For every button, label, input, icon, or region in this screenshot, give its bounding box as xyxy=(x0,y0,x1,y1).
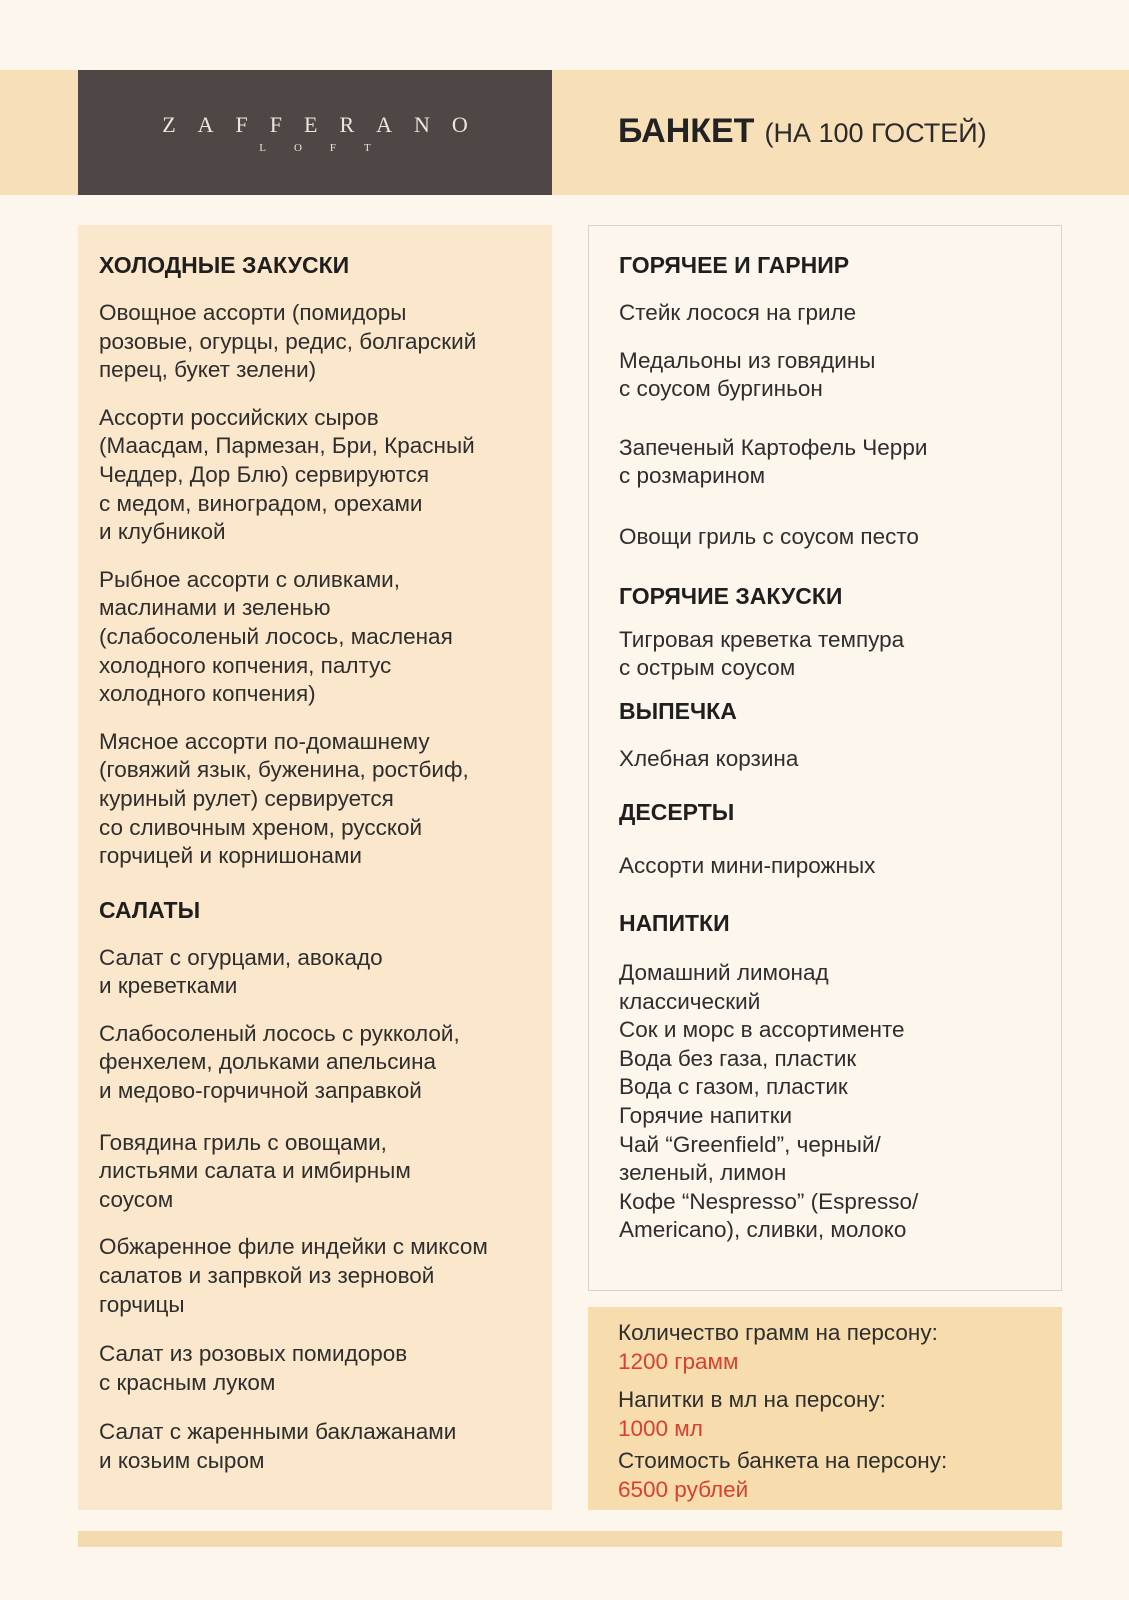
weight-value: 1200 грамм xyxy=(618,1348,739,1374)
menu-item: Мясное ассорти по-домашнему (говяжий язык, буженина, ростбиф, куриный рулет) сервируется со сливочным хреном, русской горчицей и корнишонами xyxy=(99,728,469,869)
page-title xyxy=(618,112,987,156)
logo xyxy=(78,70,552,195)
drinks-volume-value: 1000 мл xyxy=(618,1415,703,1441)
menu-item: Ассорти мини-пирожных xyxy=(619,853,876,879)
menu-item: Салат из розовых помидоров с красным луком xyxy=(99,1341,408,1395)
menu-item: Салат с огурцами, авокадо и креветками xyxy=(99,944,383,999)
menu-item: Говядина гриль с овощами, листьями салата и имбирным соусом xyxy=(99,1129,411,1212)
menu-item: Овощи гриль с соусом песто xyxy=(619,523,919,549)
menu-item: Хлебная корзина xyxy=(619,745,799,771)
summary-box xyxy=(588,1307,1062,1510)
drinks-list: Домашний лимонад классический Сок и морс в ассортименте Вода без газа, пластик Вода с газом, пластик Горячие напитки Чай “Greenfield”, черный/ зеленый, лимон Кофе “Nespresso” (Espresso/ Americano), сливки, молоко xyxy=(619,959,919,1243)
menu-item: Запеченый Картофель Черри с розмарином xyxy=(619,434,928,489)
title-subtitle: (НА 100 ГОСТЕЙ) xyxy=(764,118,987,148)
right-menu-column xyxy=(588,225,1062,1291)
logo-sub-text: LOFT xyxy=(259,141,399,154)
menu-item: Тигровая креветка темпура с острым соусом xyxy=(619,626,905,681)
menu-item: Стейк лосося на гриле xyxy=(619,300,857,325)
title-main: БАНКЕТ xyxy=(618,112,755,150)
menu-item: Слабосоленый лосось с рукколой, фенхелем, дольками апельсина и медово-горчичной заправкой xyxy=(99,1020,460,1104)
menu-item: Медальоны из говядины с соусом бургиньон xyxy=(619,347,876,402)
section-title-drinks: НАПИТКИ xyxy=(619,909,730,936)
drinks-volume-label: Напитки в мл на персону: xyxy=(618,1387,886,1413)
menu-item: Салат с жаренными баклажанами и козьим сыром xyxy=(99,1419,457,1473)
section-title-desserts: ДЕСЕРТЫ xyxy=(619,799,735,826)
section-title-hot-snacks: ГОРЯЧИЕ ЗАКУСКИ xyxy=(619,582,843,609)
section-title-bakery: ВЫПЕЧКА xyxy=(619,697,737,724)
section-title-hot: ГОРЯЧЕЕ И ГАРНИР xyxy=(619,252,850,278)
menu-item: Рыбное ассорти с оливками, маслинами и зеленью (слабосоленый лосось, масленая холодного копчения, палтус холодного копчения) xyxy=(99,566,453,707)
left-menu-column xyxy=(78,225,552,1510)
menu-item: Ассорти российских сыров (Маасдам, Пармезан, Бри, Красный Чеддер, Дор Блю) сервируются с медом, виноградом, орехами и клубникой xyxy=(99,404,475,545)
cost-label: Стоимость банкета на персону: xyxy=(618,1448,948,1474)
weight-label: Количество грамм на персону: xyxy=(618,1320,938,1345)
menu-item: Овощное ассорти (помидоры розовые, огурцы, редис, болгарский перец, букет зелени) xyxy=(99,300,477,383)
footer-divider xyxy=(78,1531,1062,1547)
logo-main-text: ZAFFERANO xyxy=(162,111,490,137)
section-title-cold-snacks: ХОЛОДНЫЕ ЗАКУСКИ xyxy=(99,252,350,278)
menu-item: Обжаренное филе индейки с миксом салатов и запрвкой из зерновой горчицы xyxy=(99,1234,488,1317)
section-title-salads: САЛАТЫ xyxy=(99,896,201,923)
cost-value: 6500 рублей xyxy=(618,1476,749,1502)
